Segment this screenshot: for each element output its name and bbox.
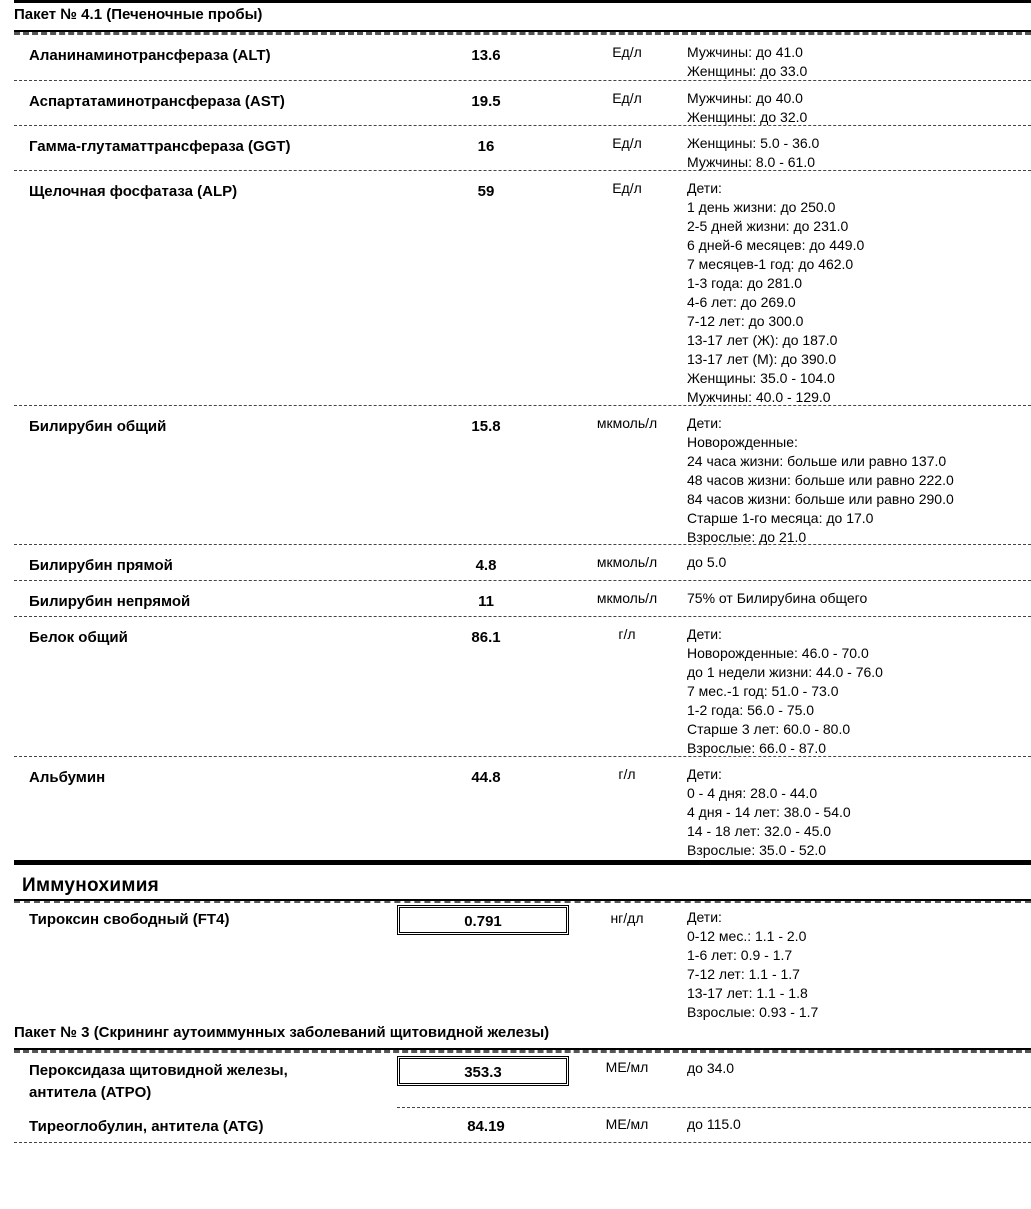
reference-line: 7 месяцев-1 год: до 462.0 [687,256,854,272]
test-reference-range [687,414,1031,547]
test-row-alt [14,35,1031,81]
test-name: Щелочная фосфатаза (ALP) [29,183,238,200]
test-unit: Ед/л [612,135,642,151]
reference-line: Дети: [687,626,722,642]
test-unit: г/л [618,626,636,642]
test-row-alp [14,171,1031,406]
test-value: 353.3 [464,1064,502,1081]
test-unit: Ед/л [612,44,642,60]
test-value: 13.6 [471,47,501,64]
reference-line: 14 - 18 лет: 32.0 - 45.0 [687,823,832,839]
reference-line: 13-17 лет (М): до 390.0 [687,351,837,367]
test-value: 44.8 [471,769,501,786]
test-reference-range [687,1059,1031,1078]
test-name: Аспартатаминотрансфераза (AST) [29,93,285,110]
reference-line: 0-12 мес.: 1.1 - 2.0 [687,928,807,944]
test-row-bilirubin-total [14,406,1031,545]
test-reference-range [687,589,1031,608]
test-row-total-protein [14,617,1031,757]
test-name-line: антитела (ATPO) [29,1084,152,1101]
test-row-albumin [14,757,1031,860]
reference-line: Старше 1-го месяца: до 17.0 [687,510,874,526]
immunochemistry-title: Иммунохимия [22,875,160,896]
test-reference-range [687,89,1031,127]
reference-line: 13-17 лет (Ж): до 187.0 [687,332,838,348]
test-row-bilirubin-indirect [14,581,1031,617]
test-value: 16 [477,138,495,155]
reference-line: 7-12 лет: 1.1 - 1.7 [687,966,800,982]
reference-line: 4 дня - 14 лет: 38.0 - 54.0 [687,804,851,820]
test-unit: МЕ/мл [605,1116,649,1132]
test-unit: г/л [618,766,636,782]
reference-line: Новорожденные: 46.0 - 70.0 [687,645,869,661]
test-row-atpo [14,1054,1031,1108]
package-4-1-title: Пакет № 4.1 (Печеночные пробы) [14,6,263,23]
reference-line: 2-5 дней жизни: до 231.0 [687,218,849,234]
reference-line: 1-3 года: до 281.0 [687,275,803,291]
test-unit: МЕ/мл [605,1059,649,1075]
test-reference-range [687,765,1031,860]
package-3-rule [14,1048,1031,1053]
test-name: Гамма-глутаматтрансфераза (GGT) [29,138,291,155]
test-name: Аланинаминотрансфераза (ALT) [29,47,271,64]
test-value: 86.1 [471,629,501,646]
test-value: 11 [478,593,494,610]
test-unit: мкмоль/л [596,554,658,570]
test-row-atg [14,1108,1031,1143]
test-name: Билирубин непрямой [29,593,191,610]
reference-line: Мужчины: 8.0 - 61.0 [687,154,816,170]
reference-line: 84 часов жизни: больше или равно 290.0 [687,491,954,507]
test-row-ft4 [14,903,1031,1021]
test-value-flagged [397,1056,569,1086]
test-value: 0.791 [464,913,502,930]
reference-line: 75% от Билирубина общего [687,590,868,606]
reference-line: Взрослые: 0.93 - 1.7 [687,1004,819,1020]
test-value: 4.8 [475,557,497,574]
reference-line: 7-12 лет: до 300.0 [687,313,804,329]
reference-line: 0 - 4 дня: 28.0 - 44.0 [687,785,818,801]
reference-line: до 34.0 [687,1060,735,1076]
reference-line: Женщины: до 32.0 [687,109,808,125]
reference-line: до 115.0 [687,1116,741,1132]
reference-line: Старше 3 лет: 60.0 - 80.0 [687,721,851,737]
reference-line: 7 мес.-1 год: 51.0 - 73.0 [687,683,839,699]
reference-line: 1-2 года: 56.0 - 75.0 [687,702,815,718]
reference-line: Взрослые: 35.0 - 52.0 [687,842,827,858]
reference-line: Женщины: 5.0 - 36.0 [687,135,820,151]
reference-line: Мужчины: до 41.0 [687,44,803,60]
reference-line: 6 дней-6 месяцев: до 449.0 [687,237,865,253]
reference-line: Мужчины: 40.0 - 129.0 [687,389,831,405]
test-name: Альбумин [29,769,106,786]
reference-line: Новорожденные: [687,434,798,450]
section-rule [14,860,1031,865]
test-unit: Ед/л [612,90,642,106]
test-name: Тироксин свободный (FT4) [29,911,230,928]
reference-line: 4-6 лет: до 269.0 [687,294,796,310]
test-value: 19.5 [471,93,501,110]
test-unit: Ед/л [612,180,642,196]
test-name [29,1060,399,1104]
test-reference-range [687,625,1031,758]
row-divider [14,1142,1031,1143]
test-reference-range [687,134,1031,172]
test-reference-range [687,1115,1031,1134]
reference-line: 48 часов жизни: больше или равно 222.0 [687,472,954,488]
test-name-line: Пероксидаза щитовидной железы, [29,1062,288,1079]
reference-line: Дети: [687,415,722,431]
test-row-ggt [14,126,1031,171]
reference-line: до 1 недели жизни: 44.0 - 76.0 [687,664,883,680]
test-row-bilirubin-direct [14,545,1031,581]
test-reference-range [687,179,1031,407]
test-value-flagged [397,905,569,935]
reference-line: Дети: [687,180,722,196]
test-name: Белок общий [29,629,128,646]
reference-line: Мужчины: до 40.0 [687,90,803,106]
test-unit: мкмоль/л [596,590,658,606]
reference-line: 13-17 лет: 1.1 - 1.8 [687,985,808,1001]
top-rule [14,0,1031,3]
reference-line: Дети: [687,766,722,782]
reference-line: Дети: [687,909,722,925]
test-reference-range [687,553,1031,572]
test-unit: нг/дл [610,910,644,926]
test-row-ast [14,81,1031,126]
test-name: Билирубин общий [29,418,167,435]
test-unit: мкмоль/л [596,415,658,431]
test-value: 15.8 [471,418,501,435]
test-name: Тиреоглобулин, антитела (ATG) [29,1118,264,1135]
reference-line: Взрослые: до 21.0 [687,529,807,545]
reference-line: 24 часа жизни: больше или равно 137.0 [687,453,947,469]
reference-line: Женщины: 35.0 - 104.0 [687,370,835,386]
reference-line: до 5.0 [687,554,727,570]
reference-line: 1 день жизни: до 250.0 [687,199,836,215]
test-reference-range [687,43,1031,81]
test-value: 59 [477,183,495,200]
package-3-title: Пакет № 3 (Скрининг аутоиммунных заболеваний щитовидной железы) [14,1024,550,1041]
test-name: Билирубин прямой [29,557,173,574]
test-value: 84.19 [467,1118,505,1135]
test-reference-range [687,908,1031,1022]
reference-line: 1-6 лет: 0.9 - 1.7 [687,947,793,963]
reference-line: Взрослые: 66.0 - 87.0 [687,740,827,756]
reference-line: Женщины: до 33.0 [687,63,808,79]
